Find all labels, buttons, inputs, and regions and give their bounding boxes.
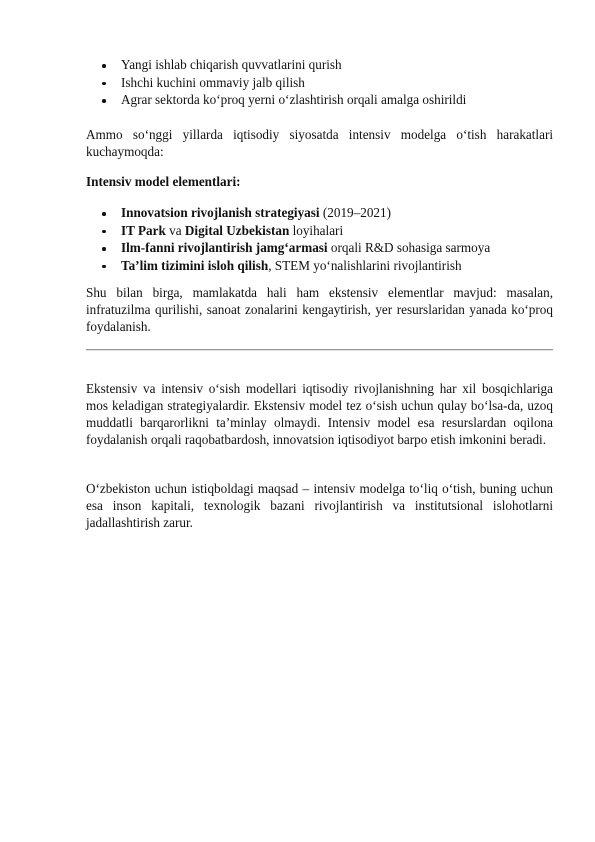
extensive-elements-paragraph: Shu bilan birga, mamlakatda hali ham ekstensiv elementlar mavjud: masalan, infratuzilma qurilishi, sanoat zonalarini kengaytirish, yer resurslaridan yanada ko‘proq foydalanish. bbox=[86, 285, 553, 334]
list-item bbox=[86, 204, 553, 222]
list-item bbox=[86, 257, 553, 275]
list-item-text: va bbox=[165, 222, 185, 238]
extensive-growth-list bbox=[86, 56, 553, 109]
section-heading-text: Intensiv model elementlari: bbox=[86, 174, 241, 189]
list-item-bold: Digital Uzbekistan bbox=[184, 222, 290, 238]
list-item-bold: Ilm-fanni rivojlantirish jamg‘armasi bbox=[121, 240, 328, 255]
list-item-text: Agrar sektorda ko‘proq yerni o‘zlashtirish orqali amalga oshirildi bbox=[121, 92, 467, 107]
goal-paragraph: O‘zbekiston uchun istiqboldagi maqsad – intensiv modelga to‘liq o‘tish, buning uchun esa inson kapitali, texnologik bazani rivojlantirish va institutsional islohotlarni jadallashtirish zarur. bbox=[86, 481, 553, 530]
list-item-text: orqali R&D sohasiga sarmoya bbox=[327, 240, 491, 255]
list-item bbox=[86, 222, 553, 240]
list-item bbox=[86, 91, 553, 109]
list-item-text: , STEM yo‘nalishlarini rivojlantirish bbox=[268, 257, 462, 273]
list-item bbox=[86, 74, 553, 92]
list-item bbox=[86, 239, 553, 257]
transition-paragraph: Ammo so‘nggi yillarda iqtisodiy siyosatda intensiv modelga o‘tish harakatlari kuchaymoqda: bbox=[86, 127, 553, 159]
section-heading bbox=[86, 173, 553, 190]
list-item-bold: Ta’lim tizimini isloh qilish bbox=[121, 257, 269, 273]
list-item bbox=[86, 56, 553, 74]
list-item-bold: IT Park bbox=[121, 222, 166, 238]
list-item-text: (2019–2021) bbox=[319, 205, 392, 220]
list-item-text: loyihalari bbox=[289, 222, 344, 238]
list-item-text: Yangi ishlab chiqarish quvvatlarini qurish bbox=[121, 57, 342, 72]
intensive-elements-list bbox=[86, 204, 553, 274]
list-item-bold: Innovatsion rivojlanish strategiyasi bbox=[121, 205, 320, 220]
list-item-text: Ishchi kuchini ommaviy jalb qilish bbox=[121, 74, 305, 90]
conclusion-paragraph: Ekstensiv va intensiv o‘sish modellari iqtisodiy rivojlanishning har xil bosqichlariga mos keladigan strategiyalardir. Ekstensiv model tez o‘sish uchun qulay bo‘lsa-da, uzoq muddatli barqarorlikni ta’minlay olmaydi. Intensiv model esa resurslardan oqilona foydalanish orqali raqobatbardosh, innovatsion iqtisodiyot barpo etish imkonini beradi. bbox=[86, 381, 553, 447]
horizontal-divider bbox=[86, 349, 553, 351]
